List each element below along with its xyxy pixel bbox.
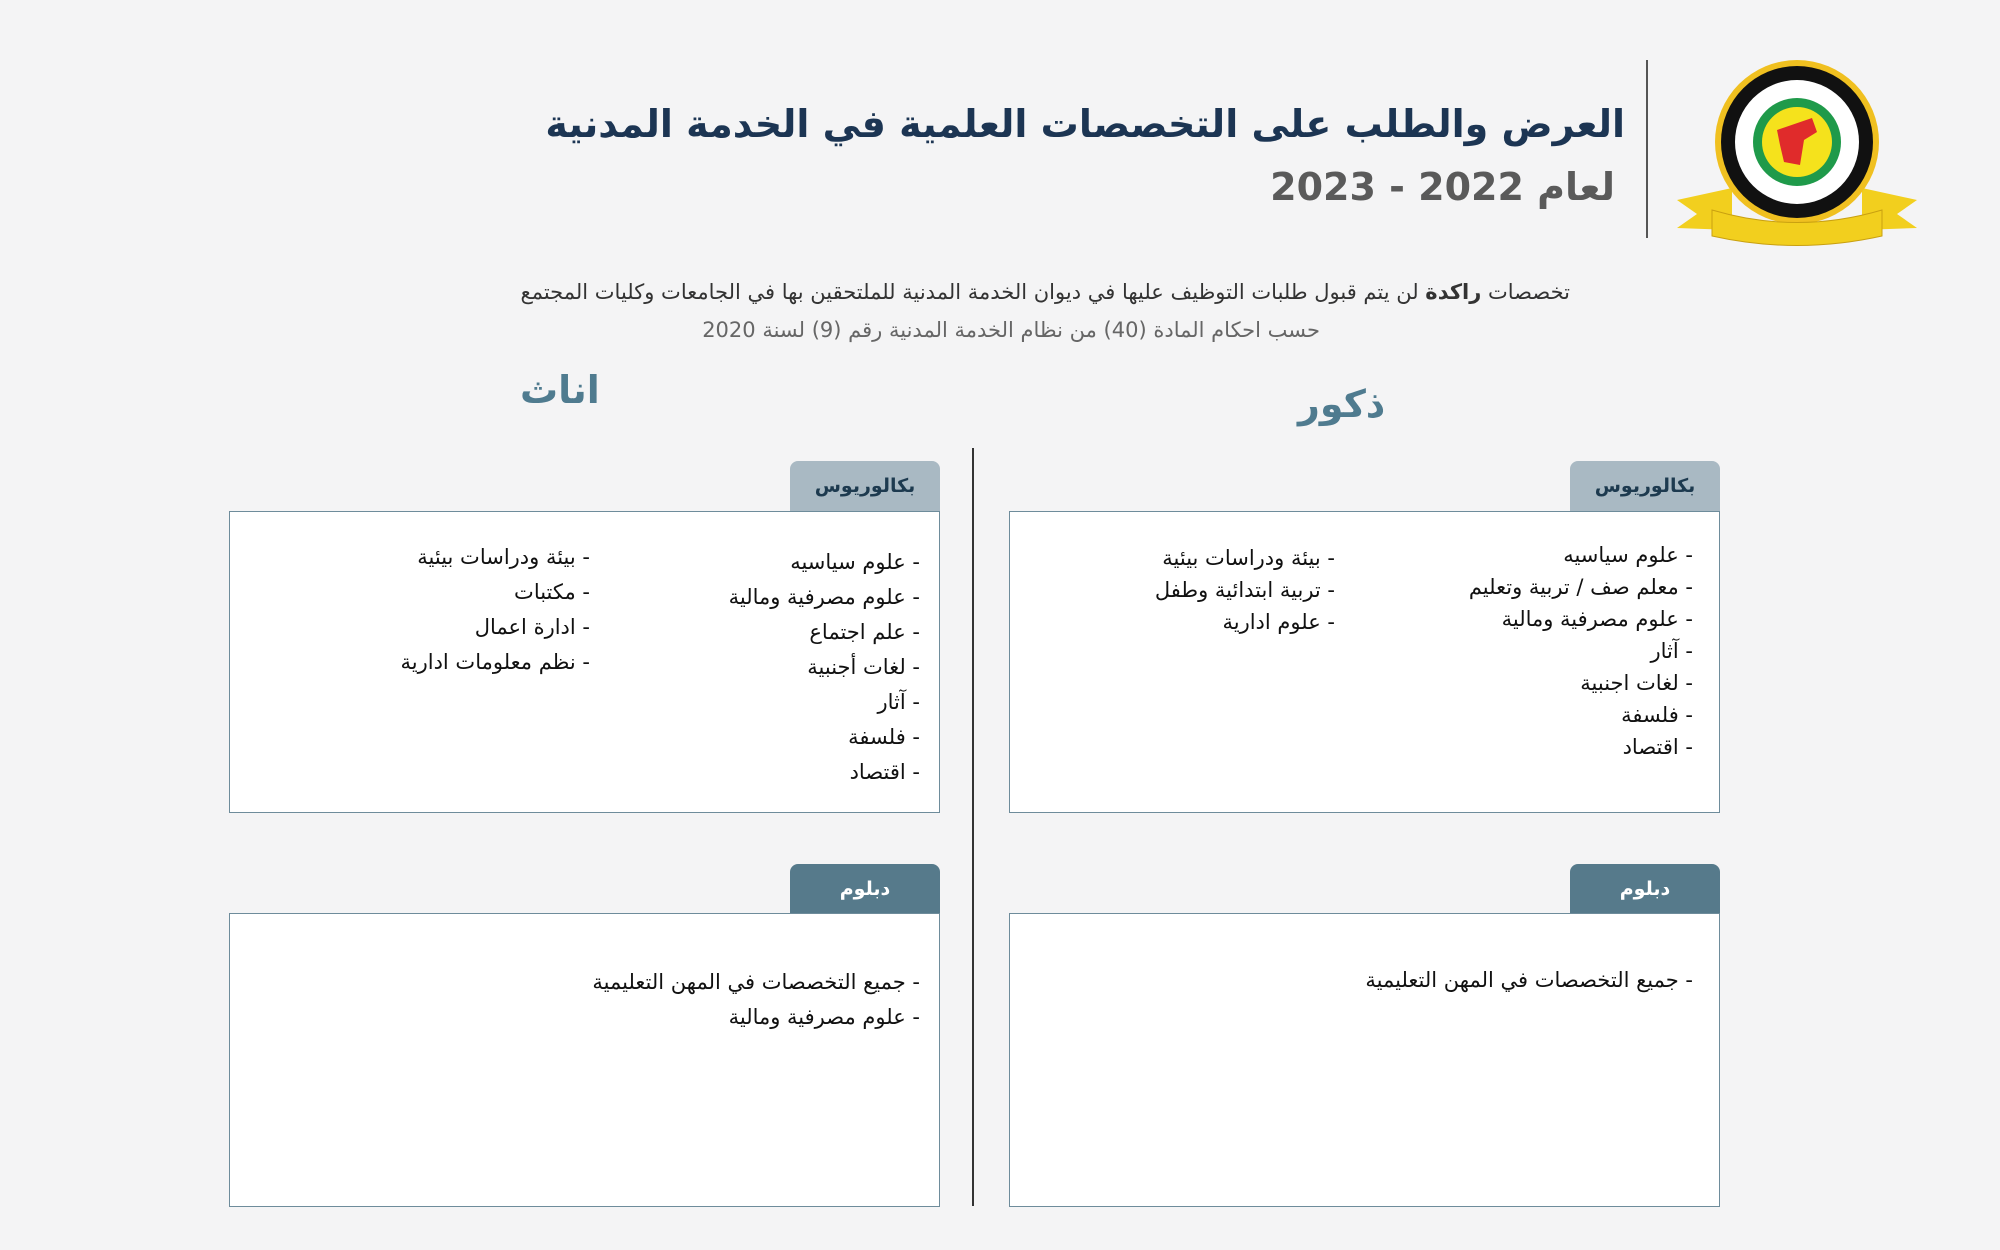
- list-item: - علوم مصرفية ومالية: [728, 585, 920, 609]
- male-bachelor-col2: [1155, 546, 1335, 642]
- list-item: - مكتبات: [514, 580, 590, 604]
- list-item: - بيئة ودراسات بيئية: [417, 545, 590, 569]
- list-item: - علم اجتماع: [809, 620, 920, 644]
- female-bachelor-col1: [729, 550, 920, 795]
- list-item: - اقتصاد: [849, 760, 920, 784]
- list-item: - علوم مصرفية ومالية: [728, 1005, 920, 1029]
- list-item: - علوم مصرفية ومالية: [1501, 607, 1693, 631]
- list-item: - اقتصاد: [1622, 735, 1693, 759]
- female-diploma-tab: دبلوم: [790, 864, 940, 914]
- list-item: - لغات اجنبية: [1580, 671, 1693, 695]
- list-item: - فلسفة: [1621, 703, 1693, 727]
- female-heading: اناث: [520, 368, 600, 412]
- list-item: - بيئة ودراسات بيئية: [1162, 546, 1335, 570]
- male-diploma-list: [1365, 968, 1693, 1003]
- page-title: العرض والطلب على التخصصات العلمية في الخدمة المدنية: [545, 102, 1625, 146]
- female-bachelor-tab: بكالوريوس: [790, 461, 940, 511]
- description-line-2: حسب احكام المادة (40) من نظام الخدمة المدنية رقم (9) لسنة 2020: [702, 318, 1320, 342]
- male-bachelor-col1: [1469, 543, 1693, 767]
- list-item: - معلم صف / تربية وتعليم: [1468, 575, 1693, 599]
- list-item: - جميع التخصصات في المهن التعليمية: [1365, 968, 1693, 992]
- page-subtitle: لعام 2022 - 2023: [1270, 165, 1615, 209]
- male-heading: ذكور: [1298, 382, 1386, 426]
- list-item: - تربية ابتدائية وطفل: [1154, 578, 1335, 602]
- center-divider: [972, 448, 974, 1206]
- desc-bold: راكدة: [1425, 280, 1482, 304]
- list-item: - ادارة اعمال: [474, 615, 590, 639]
- male-bachelor-tab: بكالوريوس: [1570, 461, 1720, 511]
- female-diploma-list: [592, 970, 920, 1040]
- list-item: - علوم ادارية: [1222, 610, 1335, 634]
- list-item: - لغات أجنبية: [807, 655, 920, 679]
- list-item: - جميع التخصصات في المهن التعليمية: [592, 970, 920, 994]
- female-diploma-box: [229, 913, 940, 1207]
- list-item: - علوم سياسيه: [790, 550, 920, 574]
- header-divider: [1646, 60, 1648, 238]
- list-item: - آثار: [1650, 639, 1693, 663]
- list-item: - فلسفة: [848, 725, 920, 749]
- list-item: - علوم سياسيه: [1563, 543, 1693, 567]
- list-item: - آثار: [877, 690, 920, 714]
- list-item: - نظم معلومات ادارية: [400, 650, 590, 674]
- desc-prefix: تخصصات: [1481, 280, 1570, 304]
- civil-service-bureau-logo: [1672, 60, 1922, 250]
- male-diploma-tab: دبلوم: [1570, 864, 1720, 914]
- desc-rest: لن يتم قبول طلبات التوظيف عليها في ديوان الخدمة المدنية للملتحقين بها في الجامعات وكليات المجتمع: [520, 280, 1426, 304]
- female-bachelor-col2: [400, 545, 590, 685]
- male-diploma-box: [1009, 913, 1720, 1207]
- description-line-1: [521, 280, 1570, 304]
